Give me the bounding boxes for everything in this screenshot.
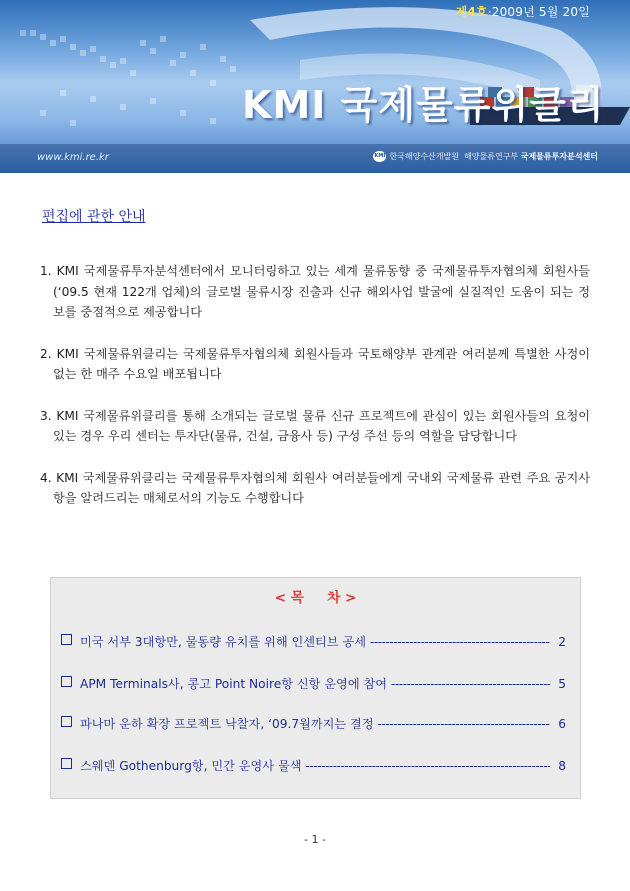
- toc-title: < 목 차 >: [274, 590, 357, 606]
- kmi-logo-icon: KMI: [373, 151, 386, 162]
- toc-entry-title: 미국 서부 3대항만, 물동량 유치를 위해 인센티브 공세: [80, 635, 366, 649]
- toc-leader-dots: [391, 677, 550, 691]
- website-link[interactable]: www.kmi.re.kr: [37, 152, 109, 163]
- page-number: - 1 -: [304, 833, 326, 846]
- checkbox-icon: [61, 716, 72, 727]
- toc-entry-title: 파나마 운하 확장 프로젝트 낙찰자, ‘09.7월까지는 결정: [80, 717, 374, 731]
- toc-entry-title: 스웨덴 Gothenburg항, 민간 운영사 물색: [80, 759, 302, 773]
- notice-item: 1. KMI 국제물류투자분석센터에서 모니터링하고 있는 세계 물류동향 중 국제물류투자협의체 회원사들(‘09.5 현재 122개 업체)의 글로벌 물류시장 진출과 신규 해외사업 발굴에 실질적인 도움이 되는 정보를 중점적으로 제공합니다: [40, 264, 590, 319]
- issue-number: 제4호: [455, 5, 488, 19]
- notice-list: [40, 261, 590, 530]
- toc-entry[interactable]: [61, 675, 566, 693]
- org-center: 국제물류투자분석센터: [520, 152, 598, 161]
- toc-leader-dots: [378, 717, 550, 731]
- checkbox-icon: [61, 758, 72, 769]
- issue-date: ·2009년 5월 20일: [487, 5, 590, 19]
- newsletter-title: KMI 국제물류위클리: [242, 83, 605, 127]
- toc-entry-title: APM Terminals사, 콩고 Point Noire항 신항 운영에 참여: [80, 677, 388, 691]
- header-banner: [0, 0, 630, 173]
- toc-entry[interactable]: [61, 715, 566, 733]
- toc-entry[interactable]: [61, 757, 566, 775]
- toc-leader-dots: [370, 635, 550, 649]
- org-name: 한국해양수산개발원: [389, 152, 459, 161]
- toc-page-number: 6: [558, 717, 566, 731]
- table-of-contents: [50, 577, 581, 799]
- toc-leader-dots: [306, 759, 551, 773]
- issue-info: [456, 3, 590, 20]
- org-dept: 해양물류연구부: [464, 152, 519, 161]
- section-heading: 편집에 관한 안내: [42, 209, 146, 225]
- notice-item: 4. KMI 국제물류위클리는 국제물류투자협의체 회원사 여러분들에게 국내외 국제물류 관련 주요 공지사항을 알려드리는 매체로서의 기능도 수행합니다: [40, 470, 590, 505]
- toc-page-number: 8: [558, 759, 566, 773]
- toc-page-number: 5: [558, 677, 566, 691]
- checkbox-icon: [61, 634, 72, 645]
- checkbox-icon: [61, 676, 72, 687]
- organization-info: [373, 151, 598, 162]
- notice-item: 2. KMI 국제물류위클리는 국제물류투자협의체 회원사들과 국토해양부 관계관 여러분께 특별한 사정이 없는 한 매주 수요일 배포됩니다: [40, 346, 590, 381]
- toc-page-number: 2: [558, 635, 566, 649]
- toc-entry[interactable]: [61, 633, 566, 651]
- notice-item: 3. KMI 국제물류위클리를 통해 소개되는 글로벌 물류 신규 프로젝트에 관심이 있는 회원사들의 요청이 있는 경우 우리 센터는 투자단(물류, 건설, 금융사 등) 구성 주선 등의 역할을 담당합니다: [40, 408, 590, 443]
